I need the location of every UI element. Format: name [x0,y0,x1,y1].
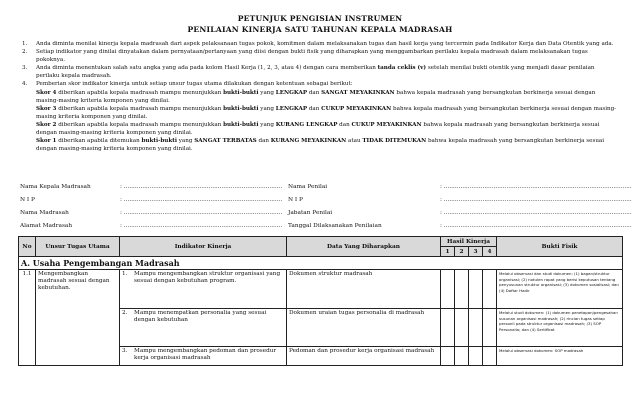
page-title: PETUNJUK PENGISIAN INSTRUMEN [237,14,403,23]
expected-data: Dokumen uraian tugas personalia di madrasah [287,309,441,347]
header-no: No [19,237,36,257]
header-score-4: 4 [483,247,497,257]
indicator-text: 1. Mampu mengembangkan struktur organisasi yang sesuai dengan kebutuhan program. [122,271,281,285]
score-cell-2[interactable] [455,309,469,347]
header-indikator: Indikator Kinerja [120,237,287,257]
header-bukti-fisik: Bukti Fisik [497,237,623,257]
field-label: Alamat Madrasah [20,223,73,229]
table-row [19,270,623,309]
head-nip-field[interactable]: : ...................................................................................... [120,197,283,203]
score-cell-1[interactable] [441,270,455,309]
score-cell-3[interactable] [469,270,483,309]
evidence-text: Melalui observasi dokumen: SOP madrasah [497,347,623,366]
score-rule-4: Skor 4 diberikan apabila kepala madrasah mampu menunjukkan bukti-bukti yang LENGKAP dan SANGAT MEYAKINKAN bahwa kepala madrasah yang bersangkutan berkinerja sesuai dengan masing-masing kriteria komponen yang dinilai. [36,89,596,104]
field-label: Jabatan Penilai [288,210,333,216]
indicator-text: 3. Mampu mengembangkan pedoman dan prosedur kerja organisasi madrasah [122,348,277,362]
assessment-table [18,236,623,366]
field-label: Nama Kepala Madrasah [20,184,91,190]
evidence-text: Melalui studi dokumen: (1) dokumen penetapan/pengesahan susunan organisasi madrasah; (2) rincian tugas setiap personil pada struktur organisasi madrasah; (3) SOP Personalia; dan (4) Sertifikat [497,309,623,347]
score-cell-2[interactable] [455,270,469,309]
evidence-text: Melalui observasi dan studi dokumen: (1) bagan/struktur organisasi; (2) notulen rapat yang berisi keputusan tentang penyusunan struktur organisasi; (3) dokumen sosialisasi; dan (4) Daftar Hadir [497,270,623,309]
assessment-date-field[interactable]: : ...................................................................................................... [440,223,632,229]
score-cell-2[interactable] [455,347,469,366]
score-cell-4[interactable] [483,309,497,347]
head-name-field[interactable]: : ...................................................................................... [120,184,283,190]
instructions [22,40,618,153]
score-cell-1[interactable] [441,347,455,366]
field-label: Nama Madrasah [20,210,69,216]
field-label: N I P [20,197,35,203]
score-rule-3: Skor 3 diberikan apabila kepala madrasah mampu menunjukkan bukti-bukti yang LENGKAP dan CUKUP MEYAKINKAN bahwa kepala madrasah yang bersangkutan berkinerja sesuai dengan masing-masing kriteria komponen yang dinilai. [36,105,617,120]
score-rule-2: Skor 2 diberikan apabila kepala madrasah mampu menunjukkan bukti-bukti yang KURANG LENGKAP dan CUKUP MEYAKINKAN bahwa kepala madrasah yang bersangkutan berkinerja sesuai dengan masing-masing kriteria komponen yang dinilai. [36,121,600,137]
header-unsur: Unsur Tugas Utama [36,237,120,257]
score-cell-1[interactable] [441,309,455,347]
assessor-position-field[interactable]: : ...................................................................................................... [440,210,632,216]
identity-left [20,184,300,234]
unsur-text: Mengembangkan madrasah sesuai dengan kebutuhan. [36,270,120,366]
assessor-name-field[interactable]: : ...................................................................................................... [440,184,632,190]
header-score-2: 2 [455,247,469,257]
instruction-item: 3. Anda diminta menentukan salah satu angka yang ada pada kolom Hasil Kerja (1, 2, 3, atau 4) dengan cara memberikan tanda ceklis (v) setelah menilai bukti otentik yang menjadi dasar penilaian perilaku kepala madrasah. [22,65,595,80]
madrasah-name-field[interactable]: : ...................................................................................... [120,210,283,216]
madrasah-address-field[interactable]: : ...................................................................................... [120,223,283,229]
score-cell-3[interactable] [469,309,483,347]
instruction-item: 1. Anda diminta menilai kinerja kepala madrasah dari aspek pelaksanaan tugas pokok, komitmen dalam melaksanakan tugas dan hasil kerja yang tercermin pada Indikator Kerja dan Data Otentik yang ada. [22,41,614,47]
header-hasil-kinerja: Hasil Kinerja [441,237,497,247]
field-label: Tanggal Dilaksanakan Penilaian [288,223,382,229]
score-cell-3[interactable] [469,347,483,366]
header-score-1: 1 [441,247,455,257]
header-score-3: 3 [469,247,483,257]
expected-data: Dokumen struktur madrasah [287,270,441,309]
field-label: N I P [288,197,303,203]
expected-data: Pedoman dan prosedur kerja organisasi madrasah [287,347,441,366]
instruction-item: 2. Setiap indikator yang dinilai dinyatakan dalam pernyataan/pertanyaan yang diisi dengan bukti fisik yang diharapkan yang menggambarkan perilaku kepala madrasah dalam melaksanakan tugas pokoknya. [22,49,588,64]
field-label: Nama Penilai [288,184,328,190]
header-data: Data Yang Diharapkan [287,237,441,257]
instruction-item: 4. Pemberian skor indikator kinerja untuk setiap unsur tugas utama dilakukan dengan ketentuan sebagai berikut: Skor 4 diberikan apabila kepala madrasah mampu menunjukkan bukti-bukti yang LENGKAP dan SANGAT MEYAKINKAN bahwa kepala madrasah yang bersangkutan berkinerja sesuai dengan masing-masing kriteria komponen yang dinilai. Skor 3 diberikan apabila kepala madrasah mampu menunjukkan bukti-bukti yang LENGKAP dan CUKUP MEYAKINKAN bahwa kepala madrasah yang bersangkutan berkinerja sesuai dengan masing-masing kriteria komponen yang dinilai. Skor 2 diberikan apabila kepala madrasah mampu menunjukkan bukti-bukti yang KURANG LENGKAP dan CUKUP MEYAKINKAN bahwa kepala madrasah yang bersangkutan berkinerja sesuai dengan masing-masing kriteria komponen yang dinilai. Skor 1 diberikan apabila ditemukan bukti-bukti yang SANGAT TERBATAS dan KURANG MEYAKINKAN atau TIDAK DITEMUKAN bahwa kepala madrasah yang bersangkutan berkinerja sesuai dengan masing-masing kriteria komponen yang dinilai. [22,81,617,153]
assessor-nip-field[interactable]: : ...................................................................................................... [440,197,632,203]
page-subtitle: PENILAIAN KINERJA SATU TAHUNAN KEPALA MADRASAH [187,25,453,34]
indicator-text: 2. Mampu menempatkan personalia yang sesuai dengan kebutuhan [122,310,267,324]
identity-right [288,184,632,234]
score-cell-4[interactable] [483,347,497,366]
row-number: 1.1 [19,270,36,366]
section-heading: A. Usaha Pengembangan Madrasah [19,257,623,270]
score-cell-4[interactable] [483,270,497,309]
score-rule-1: Skor 1 diberikan apabila ditemukan bukti-bukti yang SANGAT TERBATAS dan KURANG MEYAKINKAN atau TIDAK DITEMUKAN bahwa kepala madrasah yang bersangkutan berkinerja sesuai dengan masing-masing kriteria komponen yang dinilai. [36,138,605,153]
